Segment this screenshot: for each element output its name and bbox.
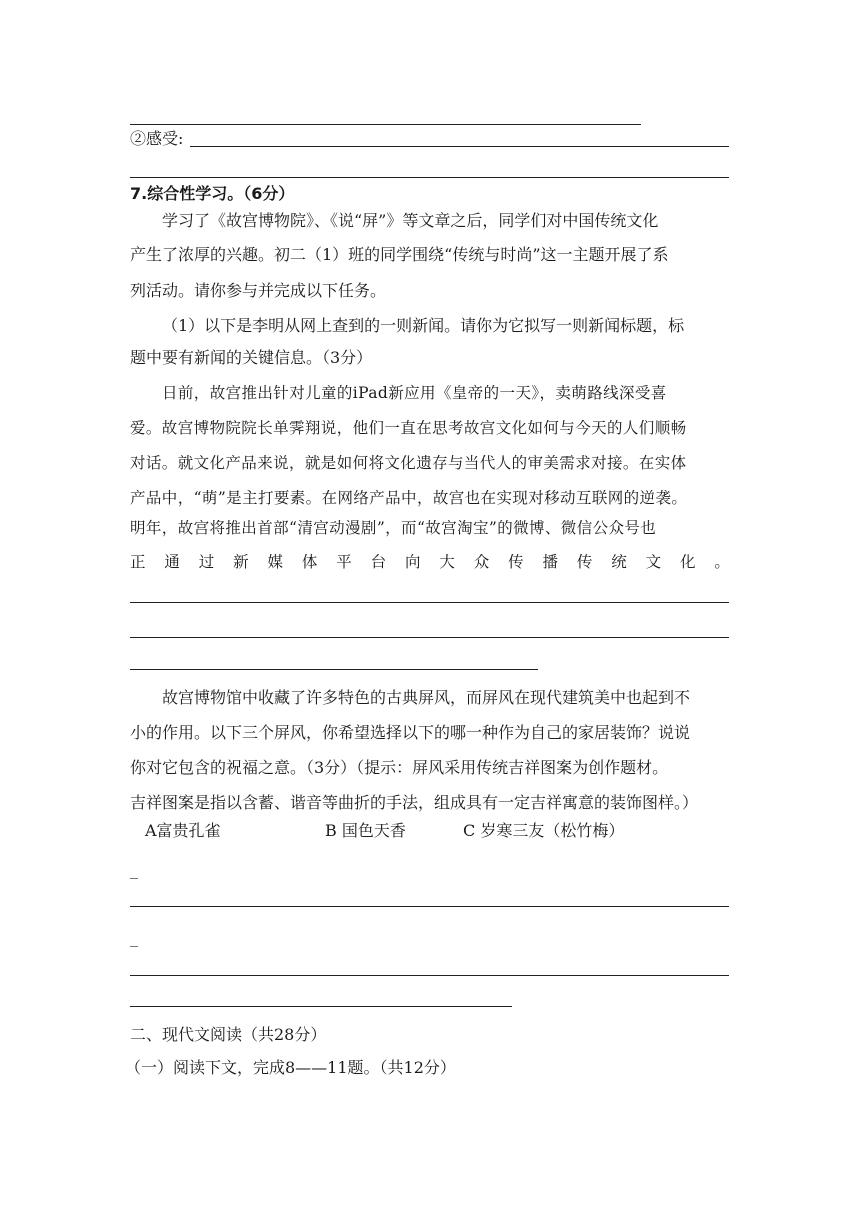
news-line-6-char: 体 — [301, 553, 318, 571]
news-line-6-char: 。 — [714, 553, 730, 571]
answer-line — [130, 602, 729, 603]
option-b: B 国色天香 — [325, 821, 406, 840]
dash-mark: _ — [130, 928, 138, 947]
news-line-6-char: 播 — [542, 553, 559, 571]
answer-line — [130, 177, 729, 178]
news-line-6-char: 平 — [336, 553, 352, 571]
news-line-6 — [130, 552, 730, 572]
task2-line-4: 吉祥图案是指以含蓄、谐音等曲折的手法，组成具有一定吉祥寓意的装饰图样。） — [130, 793, 699, 812]
news-line-2: 爱。故宫博物院院长单霁翔说，他们一直在思考故宫文化如何与今天的人们顺畅 — [130, 419, 687, 437]
answer-line — [130, 906, 729, 907]
dash-mark: _ — [130, 860, 138, 879]
news-line-6-char: 过 — [198, 553, 215, 571]
answer-line — [130, 975, 729, 976]
section-2-heading: 二、现代文阅读（共28分） — [130, 1025, 327, 1044]
news-line-3: 对话。就文化产品来说，就是如何将文化遗存与当代人的审美需求对接。在实体 — [130, 454, 687, 472]
news-line-6-char: 向 — [405, 553, 421, 571]
news-line-6-char: 正 — [130, 553, 146, 571]
intro-line-2: 产生了浓厚的兴趣。初二（1）班的同学围绕“传统与时尚”这一主题开展了系 — [130, 245, 669, 264]
news-line-6-char: 媒 — [267, 553, 284, 571]
news-line-6-char: 传 — [508, 553, 524, 571]
news-line-6-char: 通 — [164, 553, 180, 571]
news-line-6-char: 众 — [473, 553, 490, 571]
answer-line — [190, 146, 729, 147]
task1-line-1: （1）以下是李明从网上查到的一则新闻。请你为它拟写一则新闻标题，标 — [162, 316, 685, 335]
news-line-5: 明年，故宫将推出首部“清宫动漫剧”，而“故宫淘宝”的微博、微信公众号也 — [130, 519, 657, 537]
news-line-6-char: 统 — [611, 553, 627, 571]
feeling-label: ②感受: — [130, 129, 184, 148]
intro-line-1: 学习了《故宫博物院》、《说“屏”》等文章之后，同学们对中国传统文化 — [162, 211, 659, 230]
question-7-heading: 7.综合性学习。（6分） — [130, 184, 295, 203]
answer-line — [130, 669, 538, 670]
news-line-6-char: 大 — [439, 553, 455, 571]
option-c: C 岁寒三友（松竹梅） — [463, 821, 625, 840]
option-a: A富贵孔雀 — [145, 821, 221, 840]
news-line-6-char: 台 — [370, 553, 387, 571]
news-line-6-text — [130, 552, 730, 572]
task2-line-1: 故宫博物馆中收藏了许多特色的古典屏风，而屏风在现代建筑美中也起到不 — [162, 688, 691, 707]
news-line-4: 产品中，“萌”是主打要素。在网络产品中，故宫也在实现对移动互联网的逆袭。 — [130, 489, 688, 507]
news-line-6-char: 化 — [680, 553, 696, 571]
intro-line-3: 列活动。请你参与并完成以下任务。 — [130, 281, 387, 300]
news-line-6-char: 传 — [576, 553, 593, 571]
task2-line-2: 小的作用。以下三个屏风，你希望选择以下的哪一种作为自己的家居装饰？说说 — [130, 723, 691, 742]
answer-line — [130, 124, 641, 125]
answer-line — [130, 1006, 512, 1007]
section-2-subheading: （一）阅读下文，完成8——11题。（共12分） — [125, 1058, 456, 1077]
news-line-6-char: 文 — [645, 553, 662, 571]
answer-line — [130, 637, 729, 638]
news-line-1: 日前，故宫推出针对儿童的iPad新应用《皇帝的一天》，卖萌路线深受喜 — [162, 384, 667, 402]
task2-line-3: 你对它包含的祝福之意。（3分）（提示：屏风采用传统吉祥图案为创作题材。 — [130, 758, 669, 777]
news-line-6-char: 新 — [233, 553, 249, 571]
task1-line-2: 题中要有新闻的关键信息。（3分） — [130, 348, 373, 367]
